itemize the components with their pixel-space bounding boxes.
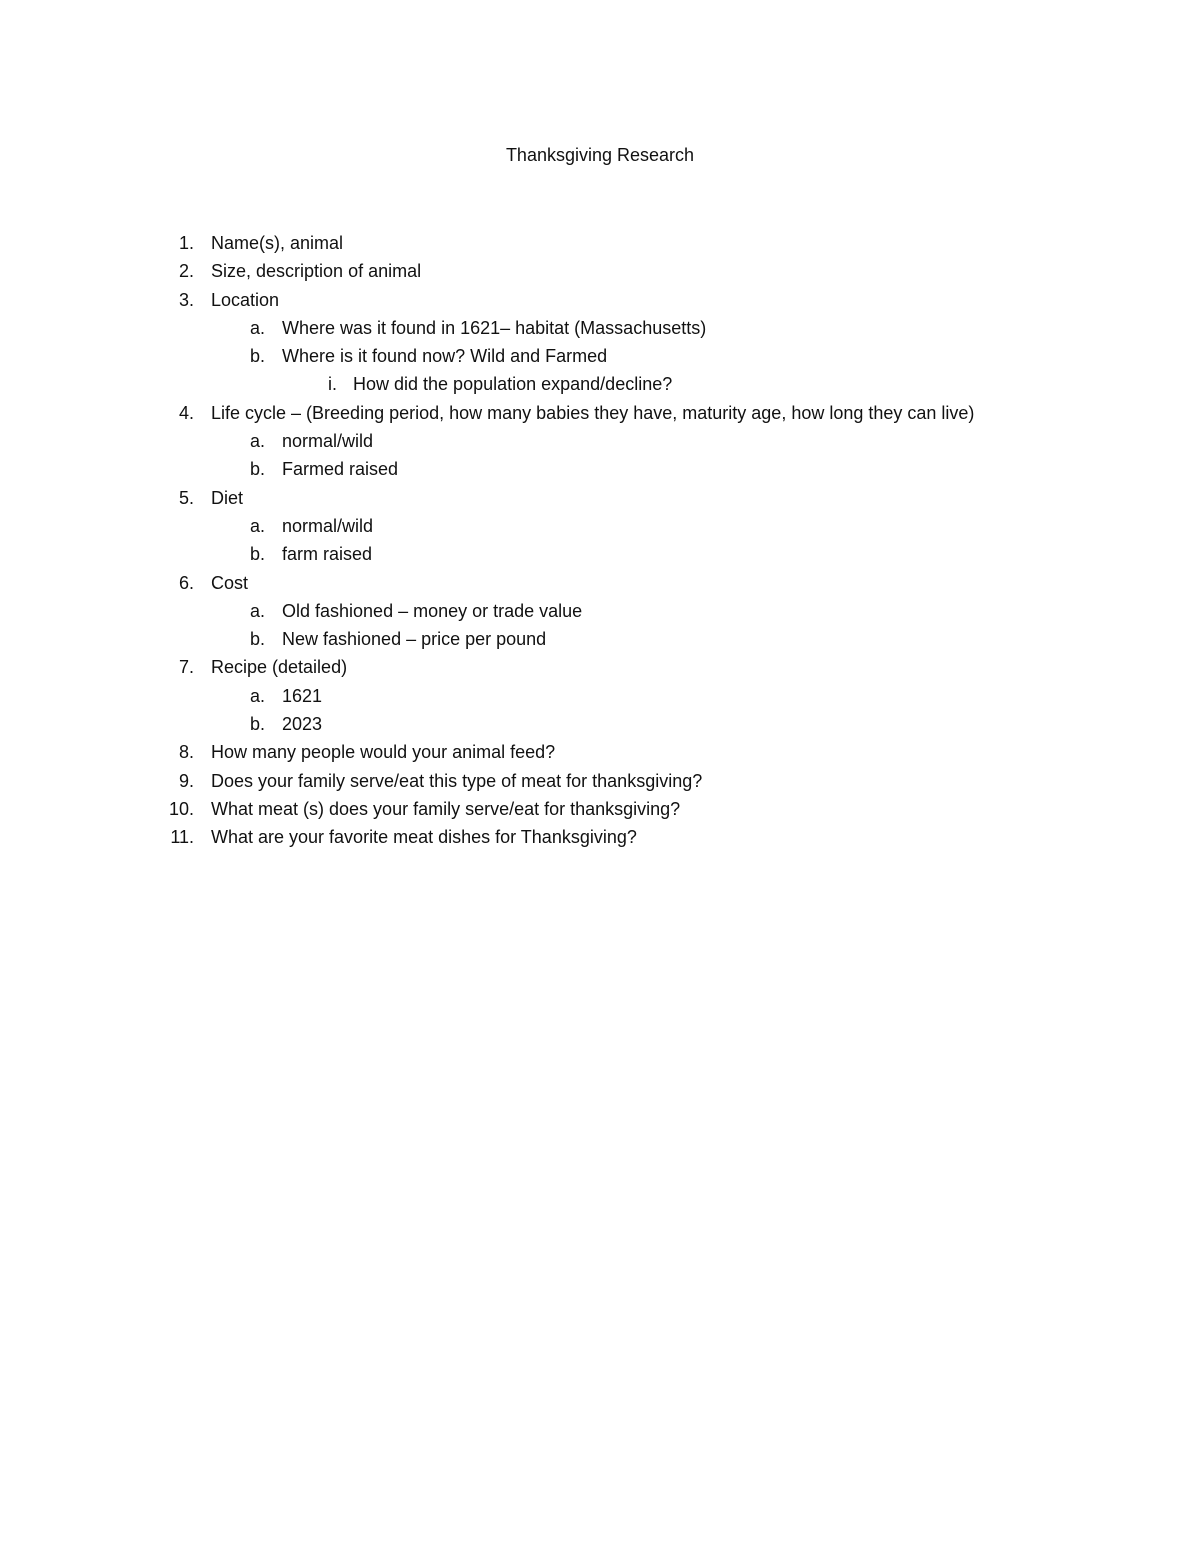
outline-item-marker: 7. [178,657,194,678]
outline-item-level-1 [0,229,1200,257]
outline-item-marker: 5. [178,487,194,508]
outline-item-marker: a. [249,515,265,536]
outline-item-text: Size, description of animal [211,261,422,282]
outline-item-marker: b. [249,346,265,367]
outline-item-marker: 1. [178,233,194,253]
outline-item-level-1 [0,257,1200,285]
outline-item-level-1 [0,569,1200,597]
outline-item-level-1 [0,767,1200,795]
outline-item-level-2 [0,625,1200,653]
outline-item-text: Recipe (detailed) [211,657,348,678]
outline-item-text: Old fashioned – money or trade value [282,600,583,621]
outline-item-text: Location [211,289,280,310]
outline-item-text: normal/wild [282,431,374,452]
outline-item-marker: 10. [168,798,194,819]
outline-item-marker: 2. [178,261,194,282]
outline-item-level-2 [0,540,1200,568]
outline-item-marker: b. [249,629,265,650]
outline-item-text: What are your favorite meat dishes for Thanksgiving? [211,827,637,848]
outline-item-marker: 8. [178,742,194,763]
outline-item-marker: a. [249,431,265,452]
outline-item-marker: i. [328,374,337,395]
outline-item-text: 1621 [282,685,323,706]
outline-item-level-1 [0,738,1200,766]
research-outline [0,229,1200,852]
outline-item-marker: b. [249,544,265,565]
outline-item-level-1 [0,653,1200,681]
outline-item-marker: 6. [178,572,194,593]
outline-item-level-2 [0,682,1200,710]
outline-item-text: What meat (s) does your family serve/eat for thanksgiving? [211,798,681,819]
outline-item-level-2 [0,597,1200,625]
outline-item-text: Life cycle – (Breeding period, how many babies they have, maturity age, how long they can live) [211,402,975,423]
outline-item-level-3 [0,370,1200,398]
outline-item-level-2 [0,512,1200,540]
outline-item-marker: a. [249,317,265,338]
outline-item-marker: a. [249,600,265,621]
outline-item-text: Farmed raised [282,459,399,480]
document-title: Thanksgiving Research [505,145,695,165]
outline-item-text: How many people would your animal feed? [211,742,556,763]
outline-item-text: Does your family serve/eat this type of meat for thanksgiving? [211,770,703,791]
outline-item-marker: b. [249,459,265,480]
outline-item-marker: 3. [178,289,194,310]
outline-item-text: Cost [211,572,249,593]
outline-item-level-2 [0,455,1200,483]
outline-item-level-1 [0,286,1200,314]
outline-item-marker: 9. [178,770,194,791]
outline-item-level-2 [0,314,1200,342]
outline-item-text: normal/wild [282,515,374,536]
outline-item-level-2 [0,427,1200,455]
outline-item-level-1 [0,795,1200,823]
outline-item-text: New fashioned – price per pound [282,629,547,650]
outline-item-text: Where is it found now? Wild and Farmed [282,346,608,367]
outline-item-text: Name(s), animal [211,233,344,253]
outline-item-marker: 4. [178,402,194,423]
outline-item-text: Where was it found in 1621– habitat (Massachusetts) [282,317,707,338]
outline-item-marker: b. [249,714,265,735]
outline-item-marker: 11. [170,827,194,848]
outline-item-text: farm raised [282,544,373,565]
outline-item-level-1 [0,399,1200,427]
outline-item-text: Diet [211,487,244,508]
outline-item-level-2 [0,342,1200,370]
outline-item-level-1 [0,484,1200,512]
outline-item-level-2 [0,710,1200,738]
outline-item-level-1 [0,823,1200,851]
outline-item-text: How did the population expand/decline? [353,374,673,395]
outline-item-text: 2023 [282,714,323,735]
outline-item-marker: a. [249,685,265,706]
